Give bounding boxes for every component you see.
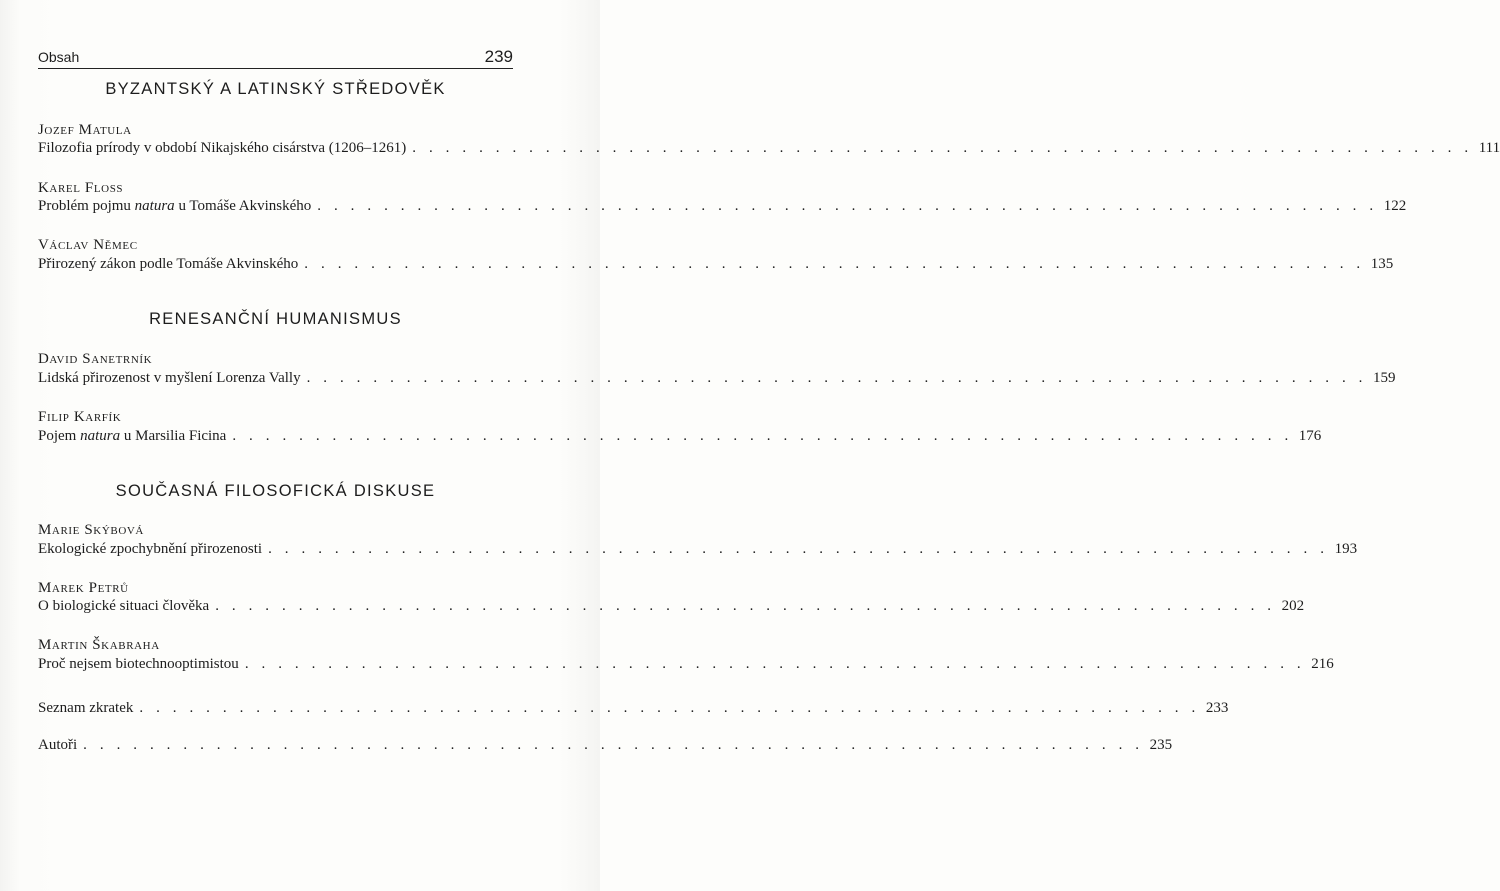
entry-title: Problém pojmu natura u Tomáše Akvinského [38,198,312,214]
entry-page-number: 122 [1383,198,1407,214]
entry-page-number: 193 [1334,541,1358,557]
toc-entry[interactable] [38,256,1394,276]
toc-entry[interactable] [38,370,1396,390]
section-title: SOUČASNÁ FILOSOFICKÁ DISKUSE [115,482,436,500]
toc-entry-abbreviations[interactable] [38,700,1229,720]
entry-title: Pojem natura u Marsilia Ficina [38,428,227,444]
entry-title: Proč nejsem biotechnooptimistou [38,656,239,672]
entry-page-number: 135 [1370,256,1394,272]
entry-title: Autoři [38,737,78,753]
dot-leader: . . . . . . . . . . . . . . . . . . . . . . . . . . . . . . . . . . . . . . . . . . . . . . . . . . . . . . . . . . . . . . . . [317,198,1378,214]
running-header [38,44,513,69]
entry-author: David Sanetrník [38,351,153,367]
section-title: BYZANTSKÝ A LATINSKÝ STŘEDOVĚK [105,80,446,98]
header-page-number: 239 [484,47,513,66]
dot-leader: . . . . . . . . . . . . . . . . . . . . . . . . . . . . . . . . . . . . . . . . . . . . . . . . . . . . . . . . . . . . . . . . [244,656,1306,672]
entry-author: Marek Petrů [38,580,129,596]
header-section-label: Obsah [38,49,80,65]
entry-page-number: 216 [1311,656,1334,672]
entry-title: Přirozený zákon podle Tomáše Akvinského [38,256,299,272]
entry-author: Martin Škabraha [38,637,160,653]
toc-entry-authors[interactable] [38,737,1173,757]
dot-leader: . . . . . . . . . . . . . . . . . . . . . . . . . . . . . . . . . . . . . . . . . . . . . . . . . . . . . . . . . . . . . . . . [232,428,1293,444]
entry-page-number: 159 [1373,370,1396,386]
toc-entry[interactable] [38,656,1334,676]
dot-leader: . . . . . . . . . . . . . . . . . . . . . . . . . . . . . . . . . . . . . . . . . . . . . . . . . . . . . . . . . . . . . . . . [268,541,1329,557]
dot-leader: . . . . . . . . . . . . . . . . . . . . . . . . . . . . . . . . . . . . . . . . . . . . . . . . . . . . . . . . . . . . . . . . [412,140,1473,156]
toc-entry[interactable] [38,541,1358,561]
dot-leader: . . . . . . . . . . . . . . . . . . . . . . . . . . . . . . . . . . . . . . . . . . . . . . . . . . . . . . . . . . . . . . . . [139,700,1200,716]
dot-leader: . . . . . . . . . . . . . . . . . . . . . . . . . . . . . . . . . . . . . . . . . . . . . . . . . . . . . . . . . . . . . . . . [83,737,1144,753]
entry-author: Václav Němec [38,237,138,253]
entry-author: Jozef Matula [38,122,132,138]
entry-title: Filozofia prírody v období Nikajského cisárstva (1206–1261) [38,140,407,156]
dot-leader: . . . . . . . . . . . . . . . . . . . . . . . . . . . . . . . . . . . . . . . . . . . . . . . . . . . . . . . . . . . . . . . . [215,598,1276,614]
entry-page-number: 235 [1149,737,1173,753]
toc-entry[interactable] [38,598,1305,618]
entry-title: Seznam zkratek [38,700,134,716]
section-title: RENESANČNÍ HUMANISMUS [149,310,402,328]
toc-entry[interactable] [38,198,1407,218]
entry-title: Lidská přirozenost v myšlení Lorenza Vally [38,370,301,386]
toc-entry[interactable] [38,140,1500,160]
entry-page-number: 233 [1205,700,1229,716]
entry-title: O biologické situaci člověka [38,598,210,614]
entry-author: Filip Karfík [38,409,122,425]
toc-entry[interactable] [38,428,1322,448]
entry-title: Ekologické zpochybnění přirozenosti [38,541,263,557]
entry-author: Karel Floss [38,180,124,196]
entry-author: Marie Skýbová [38,522,144,538]
dot-leader: . . . . . . . . . . . . . . . . . . . . . . . . . . . . . . . . . . . . . . . . . . . . . . . . . . . . . . . . . . . . . . . . [306,370,1368,386]
entry-page-number: 176 [1298,428,1322,444]
entry-page-number: 111 [1478,140,1500,156]
entry-page-number: 202 [1281,598,1305,614]
dot-leader: . . . . . . . . . . . . . . . . . . . . . . . . . . . . . . . . . . . . . . . . . . . . . . . . . . . . . . . . . . . . . . . . [304,256,1365,272]
